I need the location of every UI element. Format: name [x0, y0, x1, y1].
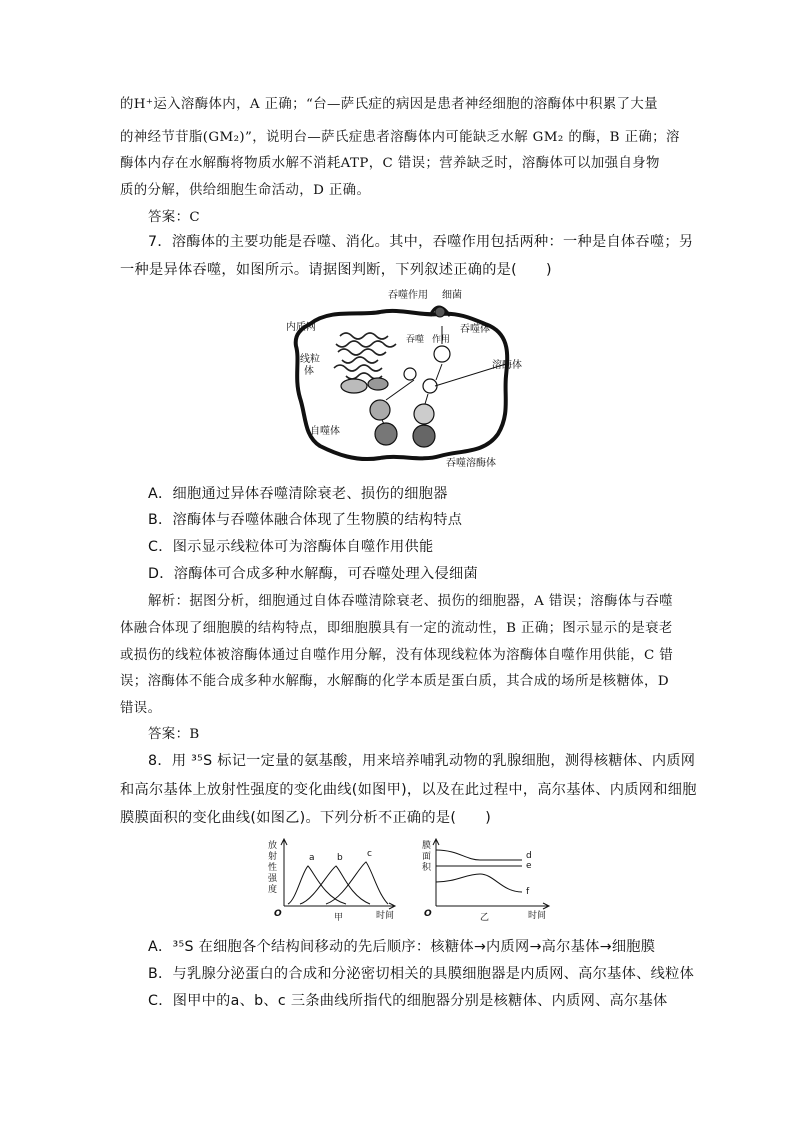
autophagosome-2: [375, 423, 397, 445]
q7-option-a: A．细胞通过异体吞噬清除衰老、损伤的细胞器: [148, 486, 448, 502]
q7-option-c: C．图示显示线粒体可为溶酶体自噬作用供能: [148, 539, 434, 555]
label-autophagosome: 自噬体: [310, 426, 340, 437]
q7-explanation-line-2: 体融合体现了细胞膜的结构特点，即细胞膜具有一定的流动性，B 正确；图示显示的是衰老: [120, 621, 673, 636]
label-phagosome: 吞噬体: [460, 324, 490, 335]
label-phagocytosis: 吞噬作用: [388, 290, 428, 301]
q8-stem-line-1: 8．用 ³⁵S 标记一定量的氨基酸，用来培养哺乳动物的乳腺细胞，测得核糖体、内质网: [148, 753, 696, 769]
q6-explanation-line-3: 酶体内存在水解酶将物质水解不消耗ATP，C 错误；营养缺乏时，溶酶体可以加强自身物: [120, 156, 660, 171]
q6-explanation-line-4: 质的分解，供给细胞生命活动，D 正确。: [120, 183, 371, 198]
bacteria-shape: [435, 307, 445, 317]
label-engulf: 吞噬: [406, 335, 425, 345]
phagolysosome-1: [414, 404, 434, 424]
yi-curve-f: [436, 874, 522, 892]
q6-explanation-line-1: 的H⁺运入溶酶体内，A 正确；“台—萨氏症的病因是患者神经细胞的溶酶体中积累了大量: [120, 97, 658, 112]
jia-label-c: c: [367, 849, 372, 859]
yi-origin: O: [424, 909, 432, 919]
q8-stem-line-3: 膜膜面积的变化曲线(如图乙)。下列分析不正确的是( ): [120, 810, 492, 826]
jia-curve-c: [326, 862, 388, 904]
yi-curve-d: [436, 850, 522, 860]
mitochondrion-1: [341, 379, 367, 393]
label-mito-2: 体: [304, 366, 314, 377]
label-action: 作用: [432, 335, 451, 345]
q7-cell-diagram: [270, 286, 540, 470]
q8-chart-jia: [266, 838, 402, 922]
q7-explanation-line-4: 误；溶酶体不能合成多种水解酶，水解酶的化学本质是蛋白质，其合成的场所是核糖体，D: [120, 674, 669, 689]
q7-explanation-line-1: 解析：据图分析，细胞通过自体吞噬清除衰老、损伤的细胞器，A 错误；溶酶体与吞噬: [148, 594, 673, 609]
q8-option-c: C．图甲中的a、b、c 三条曲线所指代的细胞器分别是核糖体、内质网、高尔基体: [148, 993, 668, 1009]
label-phagolysosome: 吞噬溶酶体: [446, 458, 496, 469]
jia-caption: 甲: [334, 913, 344, 922]
yi-label-f: f: [526, 887, 530, 897]
er-structure: [334, 333, 396, 379]
label-er: 内质网: [286, 322, 316, 333]
phagosome-vesicle: [434, 346, 450, 362]
q8-chart-yi: [418, 838, 558, 922]
lysosome-1: [404, 368, 416, 380]
yi-label-e: e: [526, 861, 532, 871]
jia-ylabel-char-1: 放: [268, 841, 278, 851]
jia-curve-a: [288, 866, 346, 904]
jia-label-a: a: [309, 853, 315, 863]
yi-label-d: d: [526, 851, 532, 861]
q7-explanation-line-3: 或损伤的线粒体被溶酶体通过自噬作用分解，没有体现线粒体为溶酶体自噬作用供能，C 错: [120, 648, 674, 663]
q7-explanation-line-5: 错误。: [120, 701, 162, 716]
yi-ylabel: [422, 839, 432, 873]
label-lysosome: 溶酶体: [492, 360, 522, 371]
q7-stem-line-2: 一种是异体吞噬，如图所示。请据图判断，下列叙述正确的是( ): [120, 262, 552, 278]
q8-option-a: A．³⁵S 在细胞各个结构间移动的先后顺序：核糖体→内质网→高尔基体→细胞膜: [148, 939, 656, 955]
q7-option-d: D．溶酶体可合成多种水解酶，可吞噬处理入侵细菌: [148, 566, 478, 582]
jia-xlabel: 时间: [376, 911, 395, 921]
phagolysosome-2: [413, 425, 435, 447]
jia-origin: O: [274, 909, 282, 919]
yi-ylabel-char-3: 积: [422, 863, 432, 873]
q8-option-b: B．与乳腺分泌蛋白的合成和分泌密切相关的具膜细胞器是内质网、高尔基体、线粒体: [148, 966, 695, 982]
yi-caption: 乙: [480, 913, 490, 922]
q6-answer: 答案：C: [148, 210, 201, 225]
q8-stem-line-2: 和高尔基体上放射性强度的变化曲线(如图甲)，以及在此过程中，高尔基体、内质网和细胞: [120, 782, 697, 798]
autophagosome-1: [370, 400, 390, 420]
q6-explanation-line-2: 的神经节苷脂(GM₂)”，说明台—萨氏症患者溶酶体内可能缺乏水解 GM₂ 的酶，B 正确；溶: [120, 130, 680, 145]
label-mito-1: 线粒: [300, 354, 320, 365]
jia-ylabel-char-5: 度: [268, 885, 278, 895]
jia-ylabel-char-3: 性: [268, 863, 278, 873]
jia-ylabel: [268, 839, 278, 895]
yi-xlabel: 时间: [528, 911, 547, 921]
mitochondrion-2: [368, 378, 388, 390]
q7-stem-line-1: 7．溶酶体的主要功能是吞噬、消化。其中，吞噬作用包括两种：一种是自体吞噬；另: [148, 234, 694, 250]
jia-ylabel-char-2: 射: [268, 852, 278, 862]
q7-answer: 答案：B: [148, 727, 200, 742]
jia-ylabel-char-4: 强: [268, 874, 278, 884]
lysosome-2: [423, 379, 437, 393]
label-bacteria: 细菌: [442, 290, 462, 301]
yi-ylabel-char-1: 膜: [422, 841, 432, 851]
jia-label-b: b: [337, 853, 343, 863]
q7-option-b: B．溶酶体与吞噬体融合体现了生物膜的结构特点: [148, 512, 463, 528]
yi-ylabel-char-2: 面: [422, 852, 432, 862]
